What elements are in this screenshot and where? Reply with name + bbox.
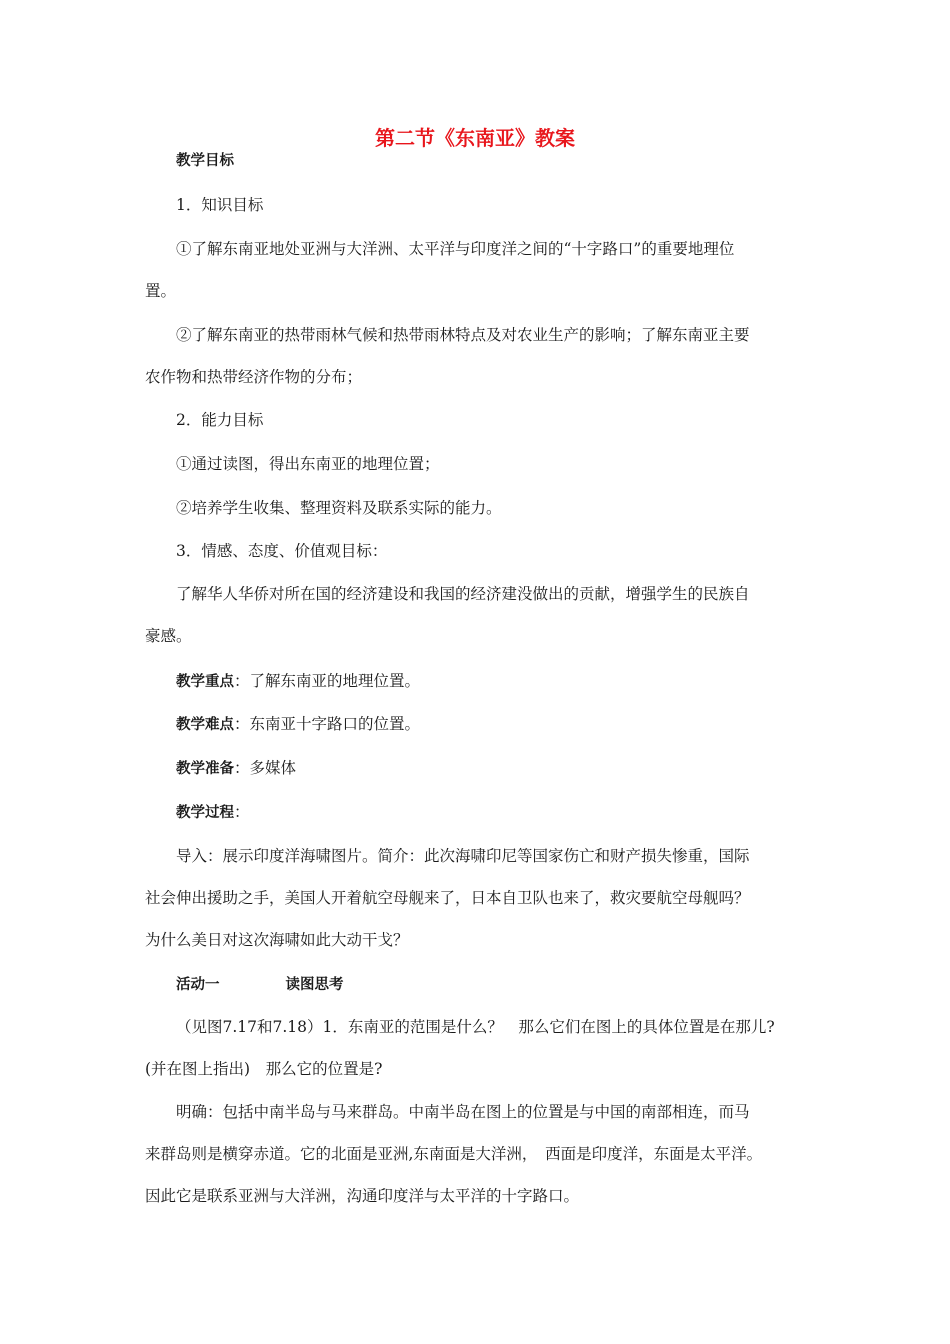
activity-label: 活动一	[176, 977, 220, 993]
ability-item-1: ①通过读图，得出东南亚的地理位置；	[176, 455, 440, 473]
answer-line-1: 明确：包括中南半岛与马来群岛。中南半岛在图上的位置是与中国的南部相连，而马	[176, 1103, 750, 1121]
process-heading-colon: ：	[234, 803, 250, 821]
process-heading-label: 教学过程	[176, 805, 234, 821]
intro-line-1: 导入：展示印度洋海啸图片。简介：此次海啸印尼等国家伤亡和财产损失惨重，国际	[176, 847, 750, 865]
emotion-heading: 3．情感、态度、价值观目标：	[176, 542, 388, 560]
intro-line-3: 为什么美日对这次海啸如此大动干戈？	[145, 931, 409, 949]
ability-heading: 2．能力目标	[176, 411, 264, 429]
activity-title: 读图思考	[285, 977, 344, 993]
difficult-point-text: ：东南亚十字路口的位置。	[234, 715, 421, 733]
preparation-label: 教学准备	[176, 761, 234, 777]
activity-heading	[176, 973, 344, 996]
key-point	[176, 670, 420, 693]
answer-line-2: 来群岛则是横穿赤道。它的北面是亚洲,东南面是大洋洲， 西面是印度洋，东面是太平洋。	[145, 1145, 763, 1163]
question-line-2: (并在图上指出) 那么它的位置是?	[145, 1060, 383, 1078]
emotion-text-cont: 豪感。	[145, 627, 192, 645]
emotion-text: 了解华人华侨对所在国的经济建设和我国的经济建没做出的贡献，增强学生的民族自	[176, 585, 750, 603]
document-title: 第二节《东南亚》教案	[375, 126, 575, 150]
answer-line-3: 因此它是联系亚洲与大洋洲，沟通印度洋与太平洋的十字路口。	[145, 1187, 580, 1205]
key-point-text: ：了解东南亚的地理位置。	[234, 672, 421, 690]
intro-line-2: 社会伸出援助之手，美国人开着航空母舰来了，日本自卫队也来了，救灾要航空母舰吗？	[145, 889, 750, 907]
ability-item-2: ②培养学生收集、整理资料及联系实际的能力。	[176, 499, 502, 517]
process-heading	[176, 801, 250, 824]
knowledge-heading: 1．知识目标	[176, 196, 264, 214]
knowledge-item-2-cont: 农作物和热带经济作物的分布；	[145, 368, 363, 386]
knowledge-item-2: ②了解东南亚的热带雨林气候和热带雨林特点及对农业生产的影响；了解东南亚主要	[176, 326, 750, 344]
difficult-point	[176, 713, 420, 736]
knowledge-item-1-cont: 置。	[145, 282, 177, 300]
preparation-text: ：多媒体	[234, 759, 297, 777]
objectives-heading: 教学目标	[176, 153, 234, 169]
difficult-point-label: 教学难点	[176, 717, 234, 733]
question-line-1: （见图7.17和7.18）1．东南亚的范围是什么？ 那么它们在图上的具体位置是在那儿?	[176, 1018, 775, 1036]
preparation	[176, 757, 296, 780]
key-point-label: 教学重点	[176, 674, 234, 690]
knowledge-item-1: ①了解东南亚地处亚洲与大洋洲、太平洋与印度洋之间的“十字路口”的重要地理位	[176, 240, 735, 258]
